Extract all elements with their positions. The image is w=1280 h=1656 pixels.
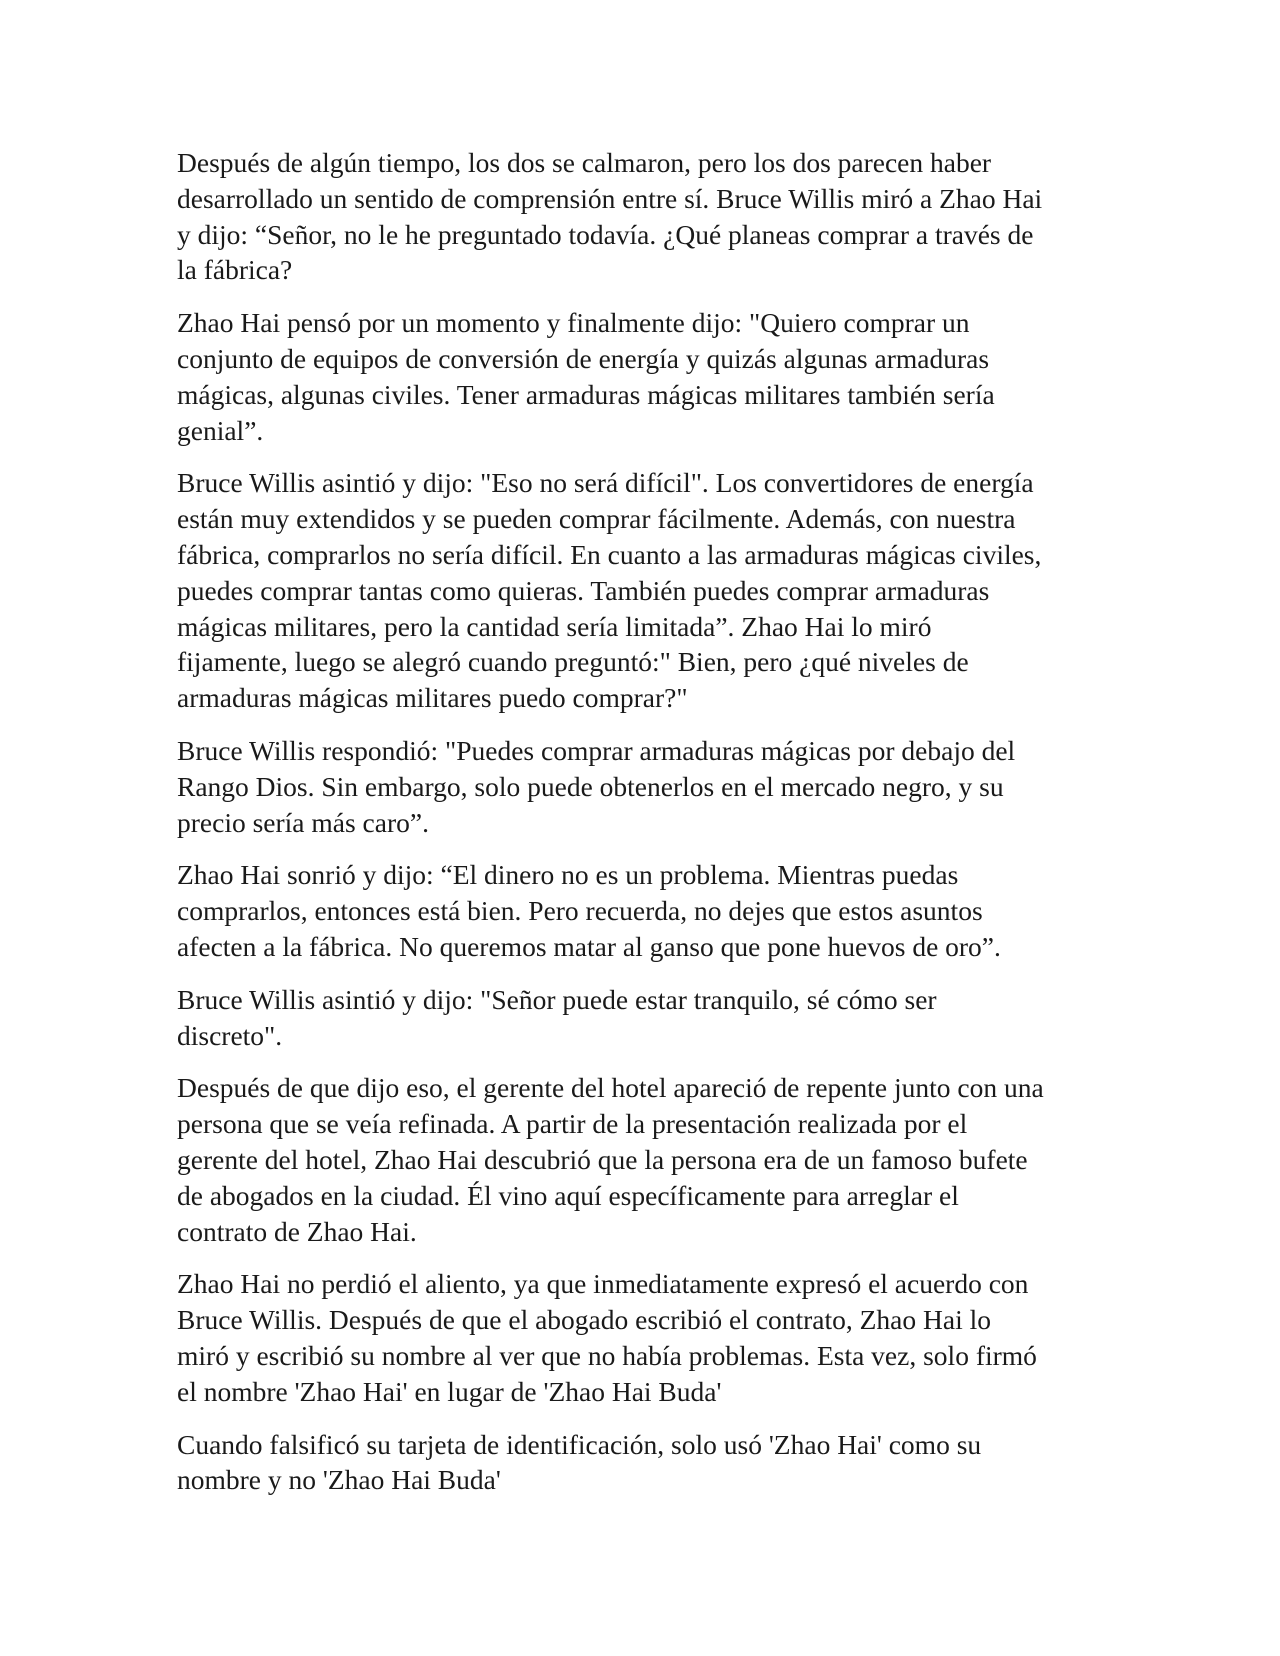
text-line: conjunto de equipos de conversión de energía y quizás algunas armaduras [177, 342, 990, 374]
text-line: Bruce Willis asintió y dijo: "Señor puede estar tranquilo, sé cómo ser [177, 983, 937, 1015]
text-line: puedes comprar tantas como quieras. También puedes comprar armaduras [177, 574, 990, 606]
paragraph-8 [177, 1266, 1107, 1409]
text-line: Bruce Willis asintió y dijo: "Eso no será difícil". Los convertidores de energía [177, 467, 1034, 499]
paragraph-4 [177, 733, 1107, 840]
text-line: están muy extendidos y se pueden comprar fácilmente. Además, con nuestra [177, 503, 1016, 535]
text-line: Zhao Hai no perdió el aliento, ya que inmediatamente expresó el acuerdo con [177, 1268, 1029, 1300]
text-line: Zhao Hai pensó por un momento y finalmente dijo: "Quiero comprar un [177, 307, 970, 339]
text-line: contrato de Zhao Hai. [177, 1215, 417, 1247]
paragraph-2 [177, 305, 1107, 448]
text-line: mágicas, algunas civiles. Tener armaduras mágicas militares también sería [177, 378, 995, 410]
text-line: persona que se veía refinada. A partir de la presentación realizada por el [177, 1108, 968, 1140]
paragraph-5 [177, 857, 1107, 964]
text-line: desarrollado un sentido de comprensión entre sí. Bruce Willis miró a Zhao Hai [177, 182, 1043, 214]
text-line: discreto". [177, 1019, 283, 1051]
text-line: Después de algún tiempo, los dos se calmaron, pero los dos parecen haber [177, 147, 992, 178]
paragraph-3 [177, 465, 1107, 716]
paragraph-1 [177, 145, 1107, 288]
text-line: afecten a la fábrica. No queremos matar al ganso que pone huevos de oro”. [177, 930, 1001, 962]
text-line: Rango Dios. Sin embargo, solo puede obtenerlos en el mercado negro, y su [177, 770, 1004, 802]
document-body [177, 145, 1107, 1515]
text-line: armaduras mágicas militares puedo comprar?" [177, 682, 688, 714]
text-line: gerente del hotel, Zhao Hai descubrió que la persona era de un famoso bufete [177, 1143, 1028, 1175]
text-line: nombre y no 'Zhao Hai Buda' [177, 1464, 501, 1496]
text-line: y dijo: “Señor, no le he preguntado todavía. ¿Qué planeas comprar a través de [177, 218, 1034, 250]
text-line: fábrica, comprarlos no sería difícil. En cuanto a las armaduras mágicas civiles, [177, 538, 1042, 570]
text-line: mágicas militares, pero la cantidad sería limitada”. Zhao Hai lo miró [177, 610, 932, 642]
text-line: la fábrica? [177, 254, 293, 286]
text-line: fijamente, luego se alegró cuando preguntó:" Bien, pero ¿qué niveles de [177, 646, 969, 678]
paragraph-9 [177, 1427, 1107, 1499]
paragraph-6 [177, 982, 1107, 1054]
text-line: Después de que dijo eso, el gerente del hotel apareció de repente junto con una [177, 1072, 1044, 1104]
text-line: genial”. [177, 414, 264, 446]
text-line: de abogados en la ciudad. Él vino aquí específicamente para arreglar el [177, 1179, 959, 1211]
text-line: el nombre 'Zhao Hai' en lugar de 'Zhao Hai Buda' [177, 1375, 722, 1407]
text-line: Bruce Willis. Después de que el abogado escribió el contrato, Zhao Hai lo [177, 1304, 991, 1336]
text-line: precio sería más caro”. [177, 806, 429, 838]
text-line: Bruce Willis respondió: "Puedes comprar armaduras mágicas por debajo del [177, 734, 1016, 766]
text-line: Cuando falsificó su tarjeta de identificación, solo usó 'Zhao Hai' como su [177, 1428, 982, 1460]
text-line: Zhao Hai sonrió y dijo: “El dinero no es un problema. Mientras puedas [177, 859, 959, 891]
paragraph-7 [177, 1070, 1107, 1249]
text-line: comprarlos, entonces está bien. Pero recuerda, no dejes que estos asuntos [177, 895, 983, 927]
text-line: miró y escribió su nombre al ver que no había problemas. Esta vez, solo firmó [177, 1339, 1037, 1371]
